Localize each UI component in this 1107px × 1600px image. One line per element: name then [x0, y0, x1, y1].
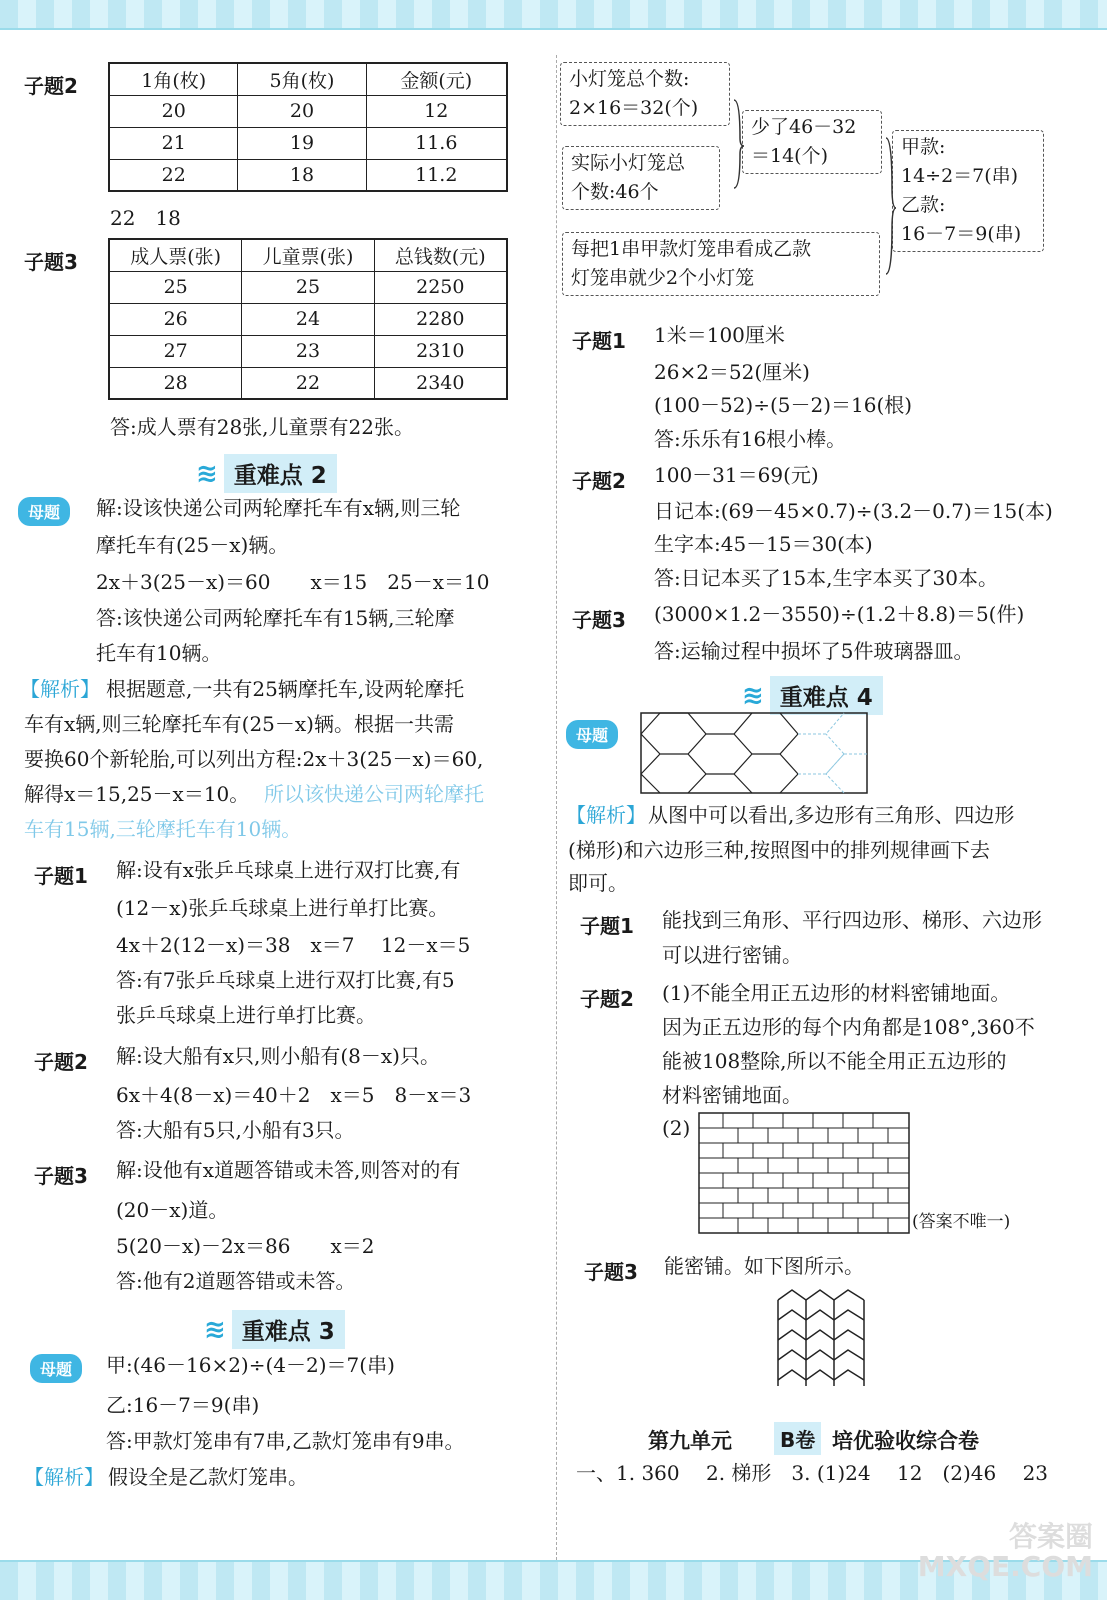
text-line: 根据题意,一共有25辆摩托车,设两轮摩托 [106, 677, 465, 701]
thought-box-hint: 每把1串甲款灯笼串看成乙款 灯笼串就少2个小灯笼 [562, 232, 880, 296]
text-line: (12－x)张乒乓球桌上进行单打比赛。 [116, 896, 449, 920]
text-line: 6x＋4(8－x)＝40＋2 x＝5 8－x＝3 [116, 1083, 472, 1107]
text-line: 解:设该快递公司两轮摩托车有x辆,则三轮 [96, 496, 461, 520]
text-line: (100－52)÷(5－2)＝16(根) [654, 393, 913, 417]
text-line: 2x＋3(25－x)＝60 x＝15 25－x＝10 [96, 570, 490, 594]
text-line: 答:甲款灯笼串有7串,乙款灯笼串有9串。 [106, 1429, 465, 1453]
text-line: 能密铺。如下图所示。 [664, 1254, 864, 1278]
text-line: (20－x)道。 [116, 1198, 229, 1222]
r1-label: 子题1 [572, 329, 626, 353]
text-line: 材料密铺地面。 [662, 1083, 802, 1107]
th: 5角(枚) [238, 63, 366, 95]
text-line: 能找到三角形、平行四边形、梯形、六边形 [662, 908, 1042, 932]
text-line: 答:大船有5只,小船有3只。 [116, 1118, 355, 1142]
bracket-lines [728, 98, 898, 278]
text-line: 答:日记本买了15本,生字本买了30本。 [654, 566, 998, 590]
t2-label: 子题2 [580, 987, 634, 1011]
wave-icon: ≋ [742, 680, 764, 711]
juan-title: 培优验收综合卷 [832, 1429, 979, 1453]
text-line: 答:他有2道题答错或未答。 [116, 1269, 356, 1293]
highlight-text: 车有15辆,三轮摩托车有10辆。 [24, 817, 302, 841]
thought-box-actual: 实际小灯笼总 个数:46个 [562, 146, 720, 210]
text-line: 解:设有x张乒乓球桌上进行双打比赛,有 [116, 858, 461, 882]
section-heading-4: ≋ 重难点 4 [742, 676, 883, 715]
jiexi-label: 【解析】 [566, 803, 646, 827]
answer-line: 一、1. 360 2. 梯形 3. (1)24 12 (2)46 23 [576, 1461, 1049, 1485]
text-line: 解:设大船有x只,则小船有(8－x)只。 [116, 1044, 440, 1068]
juan-badge: B卷 [774, 1422, 821, 1455]
text-line: 生字本:45－15＝30(本) [654, 532, 873, 556]
r2-label: 子题2 [572, 469, 626, 493]
text-line: 答:运输过程中损坏了5件玻璃器皿。 [654, 639, 974, 663]
s1-label: 子题1 [34, 864, 88, 888]
text-line: 张乒乓球桌上进行单打比赛。 [116, 1003, 376, 1027]
thought-box-diff: 少了46－32 ＝14(个) [742, 110, 882, 174]
highlight-text: 所以该快递公司两轮摩托 [264, 782, 484, 806]
text-line: 可以进行密铺。 [662, 943, 802, 967]
text-line: 能被108整除,所以不能全用正五边形的 [662, 1049, 1007, 1073]
text-line: (2) [662, 1116, 691, 1140]
text-line: 解得x＝15,25－x＝10。 [24, 782, 250, 806]
th: 金额(元) [366, 63, 507, 95]
text-line: 车有x辆,则三轮摩托车有(25－x)辆。根据一共需 [24, 712, 454, 736]
thought-box-result: 甲款: 14÷2＝7(串) 乙款: 16－7＝9(串) [892, 130, 1044, 252]
text-line: 即可。 [568, 871, 628, 895]
text-line: (梯形)和六边形三种,按照图中的排列规律画下去 [568, 838, 990, 862]
text-line: 100－31＝69(元) [654, 463, 819, 487]
text-line: 答:该快递公司两轮摩托车有15辆,三轮摩 [96, 606, 455, 630]
text-line: 因为正五边形的每个内角都是108°,360不 [662, 1015, 1035, 1039]
jiexi-label: 【解析】 [24, 1465, 104, 1489]
text-line: 要换60个新轮胎,可以列出方程:2x＋3(25－x)＝60, [24, 747, 484, 771]
mu-badge: 母题 [566, 720, 618, 749]
r3-label: 子题3 [572, 608, 626, 632]
wave-icon: ≋ [196, 458, 218, 489]
text-line: 假设全是乙款灯笼串。 [108, 1465, 308, 1489]
top-wave-border [0, 0, 1107, 30]
text-line: 5(20－x)－2x＝86 x＝2 [116, 1234, 375, 1258]
text-line: 答:有7张乒乓球桌上进行双打比赛,有5 [116, 968, 455, 992]
hexagon-tiling-figure [640, 712, 868, 794]
t1-label: 子题1 [580, 914, 634, 938]
text-line: 乙:16－7＝9(串) [106, 1393, 260, 1417]
text-line: 从图中可以看出,多边形有三角形、四边形 [648, 803, 1015, 827]
q2-label: 子题2 [24, 74, 78, 98]
s2-label: 子题2 [34, 1050, 88, 1074]
text-line: 摩托车有(25－x)辆。 [96, 533, 289, 557]
text-line: 解:设他有x道题答错或未答,则答对的有 [116, 1158, 461, 1182]
text-line: 答:乐乐有16根小棒。 [654, 427, 847, 451]
th: 1角(枚) [109, 63, 238, 95]
jiexi-label: 【解析】 [20, 677, 100, 701]
text-line: 26×2＝52(厘米) [654, 360, 810, 384]
mu-badge: 母题 [30, 1354, 82, 1383]
brick-pattern-figure [698, 1112, 910, 1234]
ticket-table: 成人票(张) 儿童票(张) 总钱数(元) 25 25 2250 26 24 2280 27 23 2310 28 22 2340 [108, 238, 508, 400]
watermark-logo: 答案圈 MXQE.COM [917, 1520, 1093, 1583]
q3-label: 子题3 [24, 250, 78, 274]
t3-label: 子题3 [584, 1260, 638, 1284]
q2-answer: 22 18 [110, 206, 181, 230]
section-heading-3: ≋ 重难点 3 [204, 1310, 345, 1349]
answer-note: (答案不唯一) [912, 1212, 1011, 1232]
text-line: (1)不能全用正五边形的材料密铺地面。 [662, 981, 1011, 1005]
text-line: 甲:(46－16×2)÷(4－2)＝7(串) [106, 1353, 395, 1377]
column-divider [556, 55, 557, 1565]
wave-icon: ≋ [204, 1314, 226, 1345]
mu-badge: 母题 [18, 497, 70, 526]
thought-box-total: 小灯笼总个数: 2×16＝32(个) [560, 62, 730, 126]
section-heading-2: ≋ 重难点 2 [196, 454, 337, 493]
text-line: 日记本:(69－45×0.7)÷(3.2－0.7)＝15(本) [654, 499, 1053, 523]
s3-label: 子题3 [34, 1164, 88, 1188]
text-line: (3000×1.2－3550)÷(1.2＋8.8)＝5(件) [654, 602, 1025, 626]
text-line: 1米＝100厘米 [654, 323, 785, 347]
text-line: 4x＋2(12－x)＝38 x＝7 12－x＝5 [116, 933, 471, 957]
q3-answer: 答:成人票有28张,儿童票有22张。 [110, 415, 414, 439]
unit-title: 第九单元 [648, 1429, 732, 1453]
coin-table: 1角(枚) 5角(枚) 金额(元) 20 20 12 21 19 11.6 22 18 11.2 [108, 62, 508, 192]
text-line: 托车有10辆。 [96, 641, 222, 665]
tessellation-figure [776, 1288, 868, 1388]
